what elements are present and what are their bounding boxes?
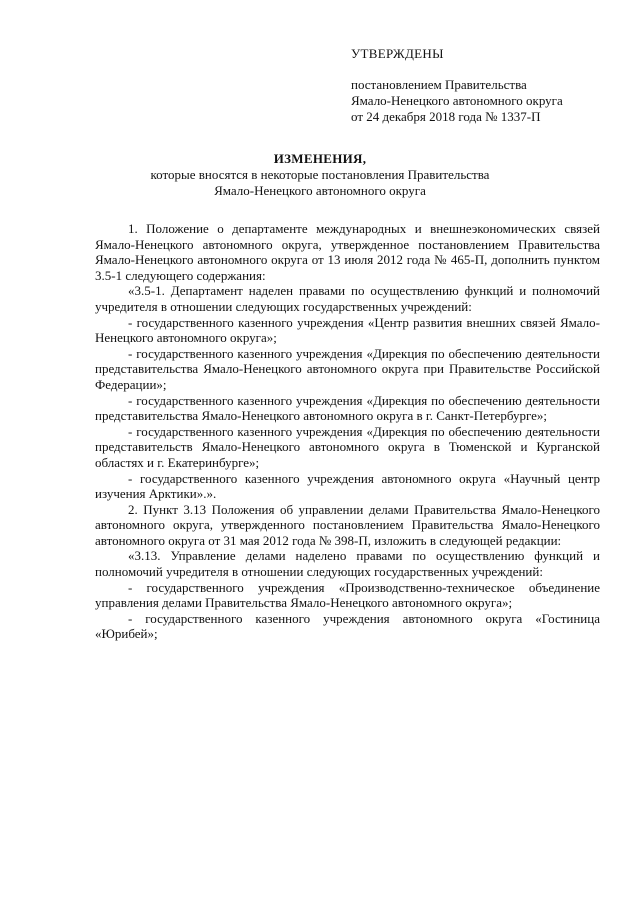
body-paragraph: 1. Положение о департаменте международных и внешнеэкономических связей Ямало-Ненецкого автономного округа, утвержденное постановлением Правительства Ямало-Ненецкого автономного округа от 13 июля 2012 года № 465-П, дополнить пунктом 3.5-1 следующего содержания: [95, 221, 600, 283]
body-paragraph: 2. Пункт 3.13 Положения об управлении делами Правительства Ямало-Ненецкого автономного округа, утвержденного постановлением Правительства Ямало-Ненецкого автономного округа от 31 мая 2012 года № 398-П, изложить в следующей редакции: [95, 501, 600, 548]
body-paragraph: - государственного казенного учреждения автономного округа «Гостиница «Юрибей»; [95, 610, 600, 642]
body-paragraph: «3.5-1. Департамент наделен правами по осуществлению функций и полномочий учредителя в отношении следующих государственных учреждений: [95, 283, 600, 314]
body-paragraph: - государственного казенного учреждения «Дирекция по обеспечению деятельности представительства Ямало-Ненецкого автономного округа в г. Санкт-Петербурге»; [95, 392, 600, 424]
document-title-block [0, 151, 640, 199]
document-subtitle-line: Ямало-Ненецкого автономного округа [214, 183, 426, 198]
body-paragraph: «3.13. Управление делами наделено правами по осуществлению функций и полномочий учредителя в отношении следующих государственных учреждений: [95, 548, 600, 580]
document-subtitle-line: которые вносятся в некоторые постановления Правительства [150, 167, 490, 182]
body-paragraph: - государственного казенного учреждения автономного округа «Научный центр изучения Арктики».». [95, 470, 600, 502]
approval-block [351, 46, 611, 125]
body-paragraph: - государственного учреждения «Производственно-техническое объединение управления делами Правительства Ямало-Ненецкого автономного округа»; [95, 579, 600, 611]
body-paragraph: - государственного казенного учреждения «Центр развития внешних связей Ямало-Ненецкого автономного округа»; [95, 314, 600, 346]
body-paragraph: - государственного казенного учреждения «Дирекция по обеспечению деятельности представительств Ямало-Ненецкого автономного округа в Тюменской и Курганской областях и г. Екатеринбурге»; [95, 423, 600, 470]
document-body [95, 221, 600, 642]
approval-line: от 24 декабря 2018 года № 1337-П [351, 109, 541, 124]
approval-line: Ямало-Ненецкого автономного округа [351, 93, 563, 108]
approval-line: постановлением Правительства [351, 77, 527, 92]
body-paragraph: - государственного казенного учреждения «Дирекция по обеспечению деятельности представительства Ямало-Ненецкого автономного округа при Правительстве Российской Федерации»; [95, 345, 600, 392]
document-title: ИЗМЕНЕНИЯ, [273, 151, 367, 166]
approval-heading: УТВЕРЖДЕНЫ [351, 46, 444, 61]
